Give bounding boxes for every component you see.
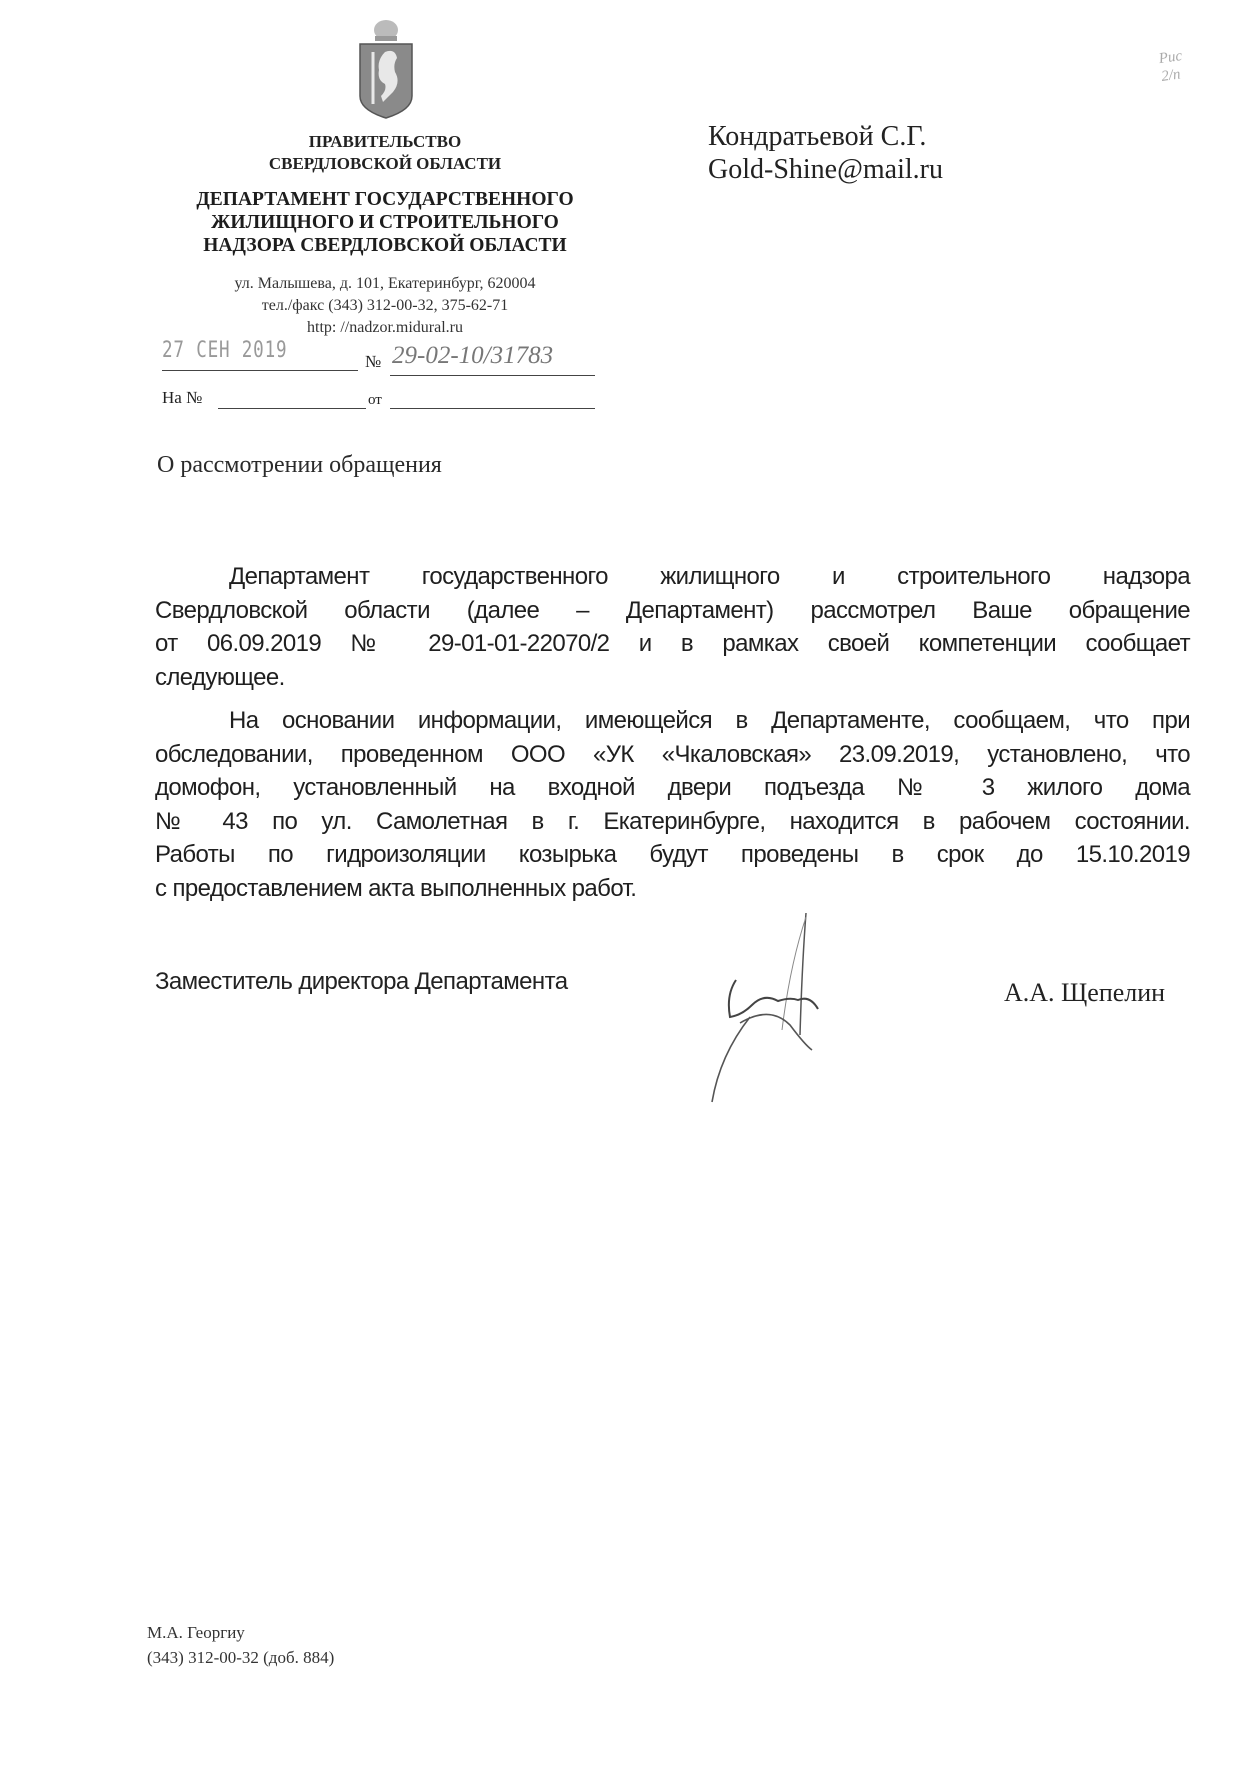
reference-label: На № bbox=[162, 388, 203, 407]
department-line: ДЕПАРТАМЕНТ ГОСУДАРСТВЕННОГО bbox=[196, 189, 574, 210]
coat-of-arms-icon bbox=[357, 18, 415, 120]
number-label: № bbox=[365, 352, 382, 371]
reference-underline bbox=[218, 408, 366, 409]
body-line: следующее. bbox=[155, 663, 285, 691]
executor-info bbox=[147, 1620, 334, 1670]
signatory-name: А.А. Щепелин bbox=[1004, 978, 1166, 1007]
government-title bbox=[140, 131, 630, 175]
government-line: СВЕРДЛОВСКОЙ ОБЛАСТИ bbox=[268, 154, 502, 173]
body-line: № 43 по ул. Самолетная в г. Екатеринбурге, находится в рабочем состоянии. bbox=[155, 807, 1190, 835]
date-stamp: 27 СЕН 2019 bbox=[162, 338, 288, 363]
government-line: ПРАВИТЕЛЬСТВО bbox=[308, 132, 462, 151]
recipient-name: Кондратьевой С.Г. bbox=[708, 121, 927, 152]
from-label: от bbox=[368, 392, 382, 408]
date-underline bbox=[162, 370, 358, 371]
executor-name: М.А. Георгиу bbox=[147, 1623, 245, 1642]
body-line: обследовании, проведенном ООО «УК «Чкаловская» 23.09.2019, установлено, что bbox=[155, 740, 1190, 768]
executor-phone: (343) 312-00-32 (доб. 884) bbox=[147, 1648, 335, 1667]
outgoing-number: 29-02-10/31783 bbox=[392, 342, 554, 369]
body-line: домофон, установленный на входной двери подъезда № 3 жилого дома bbox=[155, 774, 1190, 801]
department-line: НАДЗОРА СВЕРДЛОВСКОЙ ОБЛАСТИ bbox=[203, 235, 567, 256]
number-underline bbox=[390, 375, 595, 376]
address: ул. Малышева, д. 101, Екатеринбург, 620004 bbox=[234, 275, 536, 292]
website: http: //nadzor.midural.ru bbox=[307, 319, 463, 336]
body-line: Департамент государственного жилищного и строительного надзора bbox=[229, 563, 1190, 590]
recipient-block bbox=[708, 120, 943, 186]
body-line: На основании информации, имеющейся в Департаменте, сообщаем, что при bbox=[229, 707, 1190, 734]
from-underline bbox=[390, 408, 595, 409]
department-title bbox=[140, 188, 630, 257]
margin-note: Рис 2/п bbox=[1157, 48, 1184, 85]
body-line: от 06.09.2019 № 29-01-01-22070/2 и в рамках своей компетенции сообщает bbox=[155, 630, 1190, 657]
body-line: Свердловской области (далее – Департамент) рассмотрел Ваше обращение bbox=[155, 596, 1190, 624]
recipient-email: Gold-Shine@mail.ru bbox=[708, 154, 943, 185]
handwritten-signature bbox=[690, 905, 840, 1105]
phone: тел./факс (343) 312-00-32, 375-62-71 bbox=[261, 297, 509, 314]
signatory-position: Заместитель директора Департамента bbox=[155, 968, 568, 995]
department-contacts bbox=[140, 273, 630, 339]
body-line: Работы по гидроизоляции козырька будут проведены в срок до 15.10.2019 bbox=[155, 841, 1190, 868]
letter-body bbox=[155, 560, 1190, 905]
body-line: с предоставлением акта выполненных работ. bbox=[155, 874, 637, 902]
subject-line: О рассмотрении обращения bbox=[157, 452, 442, 478]
department-line: ЖИЛИЩНОГО И СТРОИТЕЛЬНОГО bbox=[211, 212, 559, 233]
